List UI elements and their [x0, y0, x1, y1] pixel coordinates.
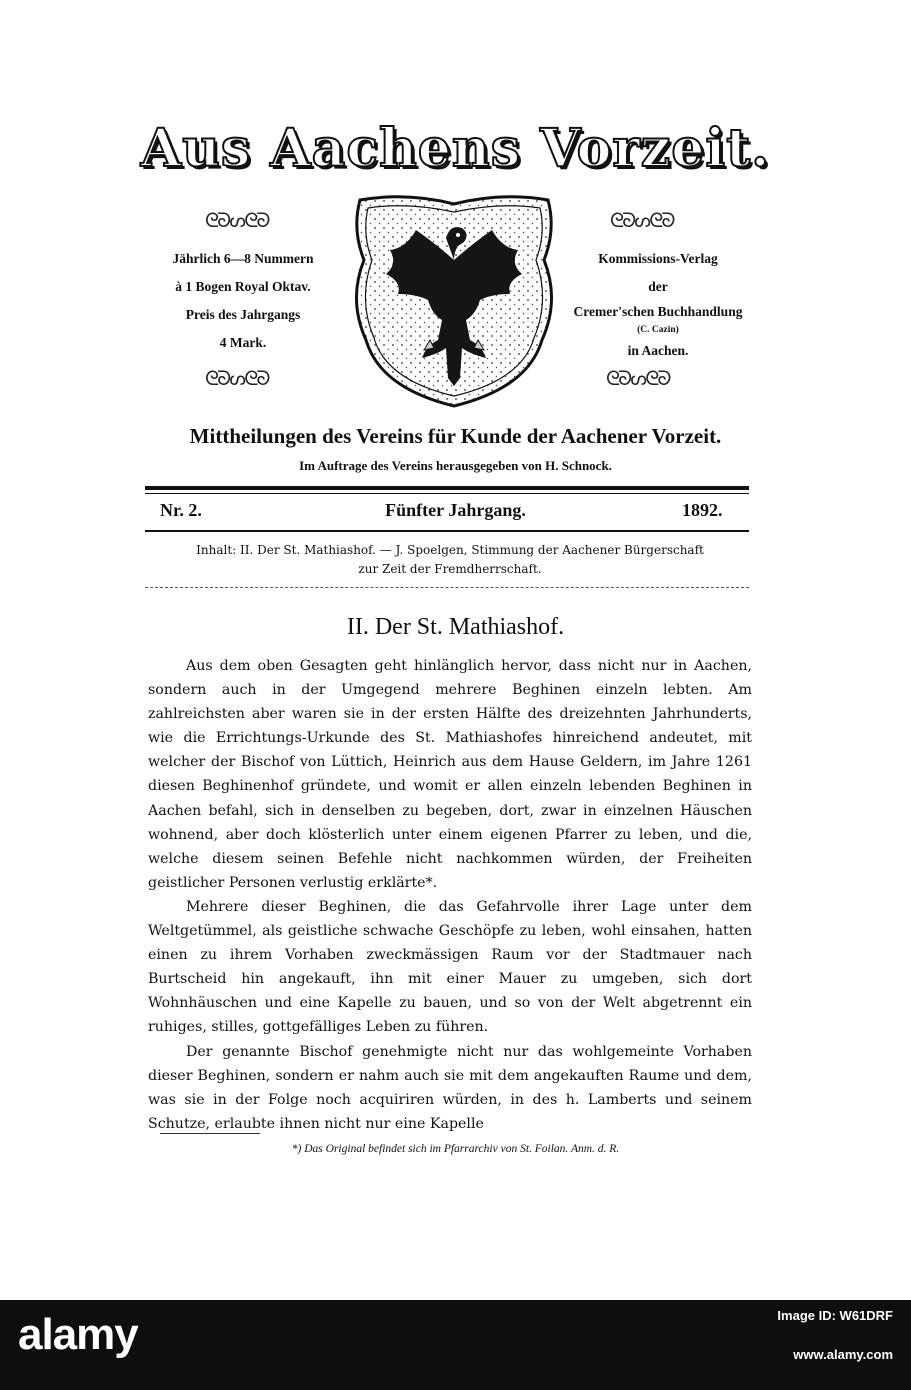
publisher-info	[548, 245, 768, 365]
ornament-icon: ᘓᘐᔕᘓᘐ	[205, 208, 269, 232]
rule-divider	[145, 530, 749, 532]
subscription-line: Preis des Jahrgangs	[185, 307, 301, 322]
subscription-line: à 1 Bogen Royal Oktav.	[175, 279, 311, 294]
brand-logo: alamy	[18, 1310, 138, 1359]
issue-number: Nr. 2.	[160, 500, 202, 520]
publisher-line: Kommissions-Verlag	[598, 251, 718, 266]
contents-line: Inhalt: II. Der St. Mathiashof. — J. Spoelgen, Stimmung der Aachener Bürgerschaft	[196, 543, 704, 557]
issue-volume: Fünfter Jahrgang.	[385, 500, 526, 520]
subscription-info	[133, 245, 353, 357]
ornament-icon: ᘓᘐᔕᘓᘐ	[610, 208, 674, 232]
masthead-title: Aus Aachens Vorzeit.	[140, 118, 771, 179]
article-heading: II. Der St. Mathiashof.	[346, 614, 565, 640]
contents-line: zur Zeit der Fremdherrschaft.	[358, 562, 542, 576]
subscription-line: Jährlich 6—8 Nummern	[172, 251, 314, 266]
subscription-line: 4 Mark.	[219, 335, 267, 350]
ornament-icon: ᘓᘐᔕᘓᘐ	[606, 366, 670, 390]
footnote: *) Das Original befindet sich im Pfarrarchiv von St. Foilan. Anm. d. R.	[291, 1143, 620, 1155]
issue-year: 1892.	[682, 500, 723, 520]
eagle-coat-of-arms-icon	[346, 190, 562, 410]
journal-subtitle: Mittheilungen des Vereins für Kunde der Aachener Vorzeit.	[189, 424, 722, 448]
image-id: Image ID: W61DRF	[777, 1308, 893, 1323]
publisher-line: in Aachen.	[627, 343, 689, 358]
publisher-line: Cremer'schen Buchhandlung	[573, 304, 743, 319]
article-body	[148, 654, 752, 1136]
table-of-contents	[148, 541, 752, 579]
rule-divider	[145, 493, 749, 494]
footnote-rule	[160, 1133, 260, 1134]
ornament-icon: ᘓᘐᔕᘓᘐ	[205, 366, 269, 390]
rule-divider	[145, 486, 749, 490]
editor-line: Im Auftrage des Vereins herausgegeben von H. Schnock.	[299, 458, 612, 473]
site-link[interactable]: www.alamy.com	[793, 1347, 893, 1362]
paragraph: Mehrere dieser Beghinen, die das Gefahrvolle ihrer Lage unter dem Weltgetümmel, als geistliche schwache Geschöpfe zu leben, wohl einsahen, hatten einen zu ihrem Vorhaben zweckmässigen Raum vor der Stadtmauer nach Burtscheid hin angekauft, ihn mit einer Mauer zu umgeben, sich dort Wohnhäuschen und eine Kapelle zu bauen, und so von der Welt abgetrennt ein ruhiges, stilles, gottgefälliges Leben zu führen.	[148, 898, 752, 1036]
publisher-line: (C. Cazin)	[637, 325, 679, 335]
dashed-divider	[145, 587, 749, 588]
paragraph: Der genannte Bischof genehmigte nicht nur das wohlgemeinte Vorhaben dieser Beghinen, sondern er nahm auch sie mit dem angekauften Raume und dem, was sie in der Folge noch acquiriren würden, in des h. Lamberts und seinem Schutze, erlaubte ihnen nicht nur eine Kapelle	[148, 1043, 752, 1132]
publisher-line: der	[648, 279, 668, 294]
paragraph: Aus dem oben Gesagten geht hinlänglich hervor, dass nicht nur in Aachen, sondern auch in der Umgegend mehrere Beghinen einzeln lebten. Am zahlreichsten aber waren sie in der ersten Hälfte des dreizehnten Jahrhunderts, wie die Errichtungs-Urkunde des St. Mathiashofes hinreichend andeutet, mit welcher der Bischof von Lüttich, Heinrich aus dem Hause Geldern, im Jahre 1261 diesen Beghinenhof gründete, und womit er allen einzeln lebenden Beghinen in Aachen befahl, sich in denselben zu begeben, dort, zwar in einzelnen Häuschen wohnend, aber doch klösterlich unter einem eigenen Pfarrer zu leben, und die, welche diesem seinen Befehle nicht nachkommen würden, der Freiheiten geistlicher Personen verlustig erklärte*.	[148, 658, 752, 891]
